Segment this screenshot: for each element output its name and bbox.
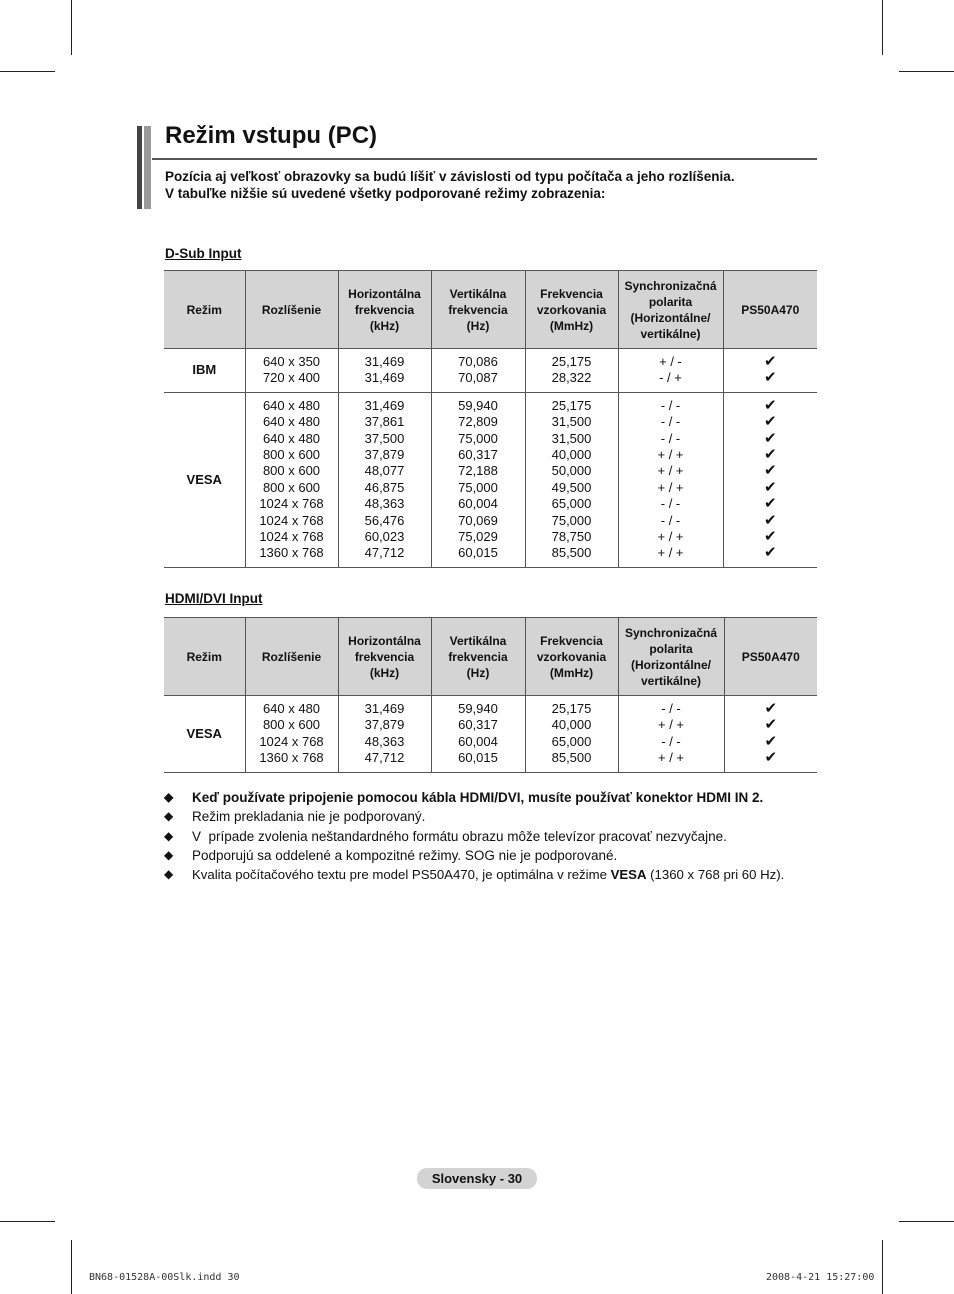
cell-value: 46,875 (364, 479, 405, 495)
check-mark-icon: ✔ (764, 716, 778, 734)
note-item (164, 807, 824, 826)
cell-value: + / + (657, 479, 684, 495)
cell-value: 25,175 (551, 397, 592, 413)
cell-value: 40,000 (551, 717, 592, 733)
cell-value: + / + (657, 463, 684, 479)
check-mark-icon: ✔ (763, 369, 777, 387)
cell-value: 48,363 (364, 496, 405, 512)
cell-value: 1024 x 768 (259, 512, 324, 528)
cell-value: 720 x 400 (262, 370, 321, 386)
diamond-bullet-icon: ◆ (164, 790, 174, 804)
check-mark-icon: ✔ (763, 446, 777, 464)
cell-value: - / - (660, 397, 681, 413)
page-number-badge: Slovensky - 30 (417, 1168, 537, 1189)
notes-list (164, 788, 824, 884)
cell-value: 25,175 (551, 701, 592, 716)
cell-value: 1360 x 768 (259, 750, 324, 766)
cell-value: 1024 x 768 (259, 529, 324, 545)
crop-mark (71, 0, 72, 55)
polarity-cell (618, 349, 723, 393)
cell-value: 31,500 (551, 414, 592, 430)
cell-value: 31,469 (364, 397, 405, 413)
support-cell (723, 392, 817, 567)
cell-value: 640 x 350 (262, 354, 321, 369)
note-text-bold: VESA (610, 867, 647, 883)
cell-value: 640 x 480 (262, 397, 321, 413)
note-item (164, 846, 824, 865)
v-freq-cell (431, 392, 525, 567)
cell-value: 48,077 (364, 463, 405, 479)
column-header: Frekvencia vzorkovania (MmHz) (525, 271, 618, 349)
column-header: PS50A470 (724, 618, 817, 696)
cell-value: 78,750 (551, 529, 592, 545)
cell-value: 37,879 (364, 447, 405, 463)
support-cell (723, 349, 817, 393)
column-header: Vertikálna frekvencia (Hz) (431, 271, 525, 349)
v-freq-cell (431, 349, 525, 393)
table-header-row (164, 271, 817, 349)
cell-value: 40,000 (551, 447, 592, 463)
cell-value: 47,712 (364, 750, 405, 766)
cell-value: 85,500 (551, 750, 592, 766)
mode-cell: IBM (164, 349, 245, 393)
pixel-clock-cell (525, 392, 618, 567)
cell-value: 640 x 480 (262, 701, 321, 716)
crop-mark (882, 1240, 883, 1294)
cell-value: 75,000 (458, 479, 498, 495)
column-header: Režim (164, 271, 245, 349)
check-mark-icon: ✔ (763, 528, 777, 546)
note-text: Režim prekladania nie je podporovaný. (192, 809, 426, 825)
cell-value: 640 x 480 (262, 430, 321, 446)
column-header: PS50A470 (723, 271, 817, 349)
title-accent-bar (137, 126, 142, 209)
pixel-clock-cell (525, 349, 618, 393)
check-mark-icon: ✔ (763, 462, 777, 480)
h-freq-cell (338, 349, 431, 393)
note-text: (1360 x 768 pri 60 Hz). (646, 867, 785, 883)
dsub-mode-table (164, 270, 817, 568)
diamond-bullet-icon: ◆ (164, 809, 174, 824)
cell-value: 72,809 (458, 414, 498, 430)
title-accent-bar (144, 126, 151, 209)
table-row (164, 392, 817, 567)
cell-value: 75,000 (551, 512, 592, 528)
crop-mark (899, 71, 954, 72)
crop-mark (899, 1221, 954, 1222)
cell-value: 49,500 (551, 479, 592, 495)
check-mark-icon: ✔ (763, 353, 777, 370)
column-header: Frekvencia vzorkovania (MmHz) (525, 618, 618, 696)
crop-mark (882, 0, 883, 55)
check-mark-icon: ✔ (764, 749, 778, 767)
cell-value: 60,015 (458, 545, 498, 561)
cell-value: 1024 x 768 (259, 733, 324, 749)
check-mark-icon: ✔ (763, 396, 777, 414)
cell-value: 56,476 (364, 512, 405, 528)
cell-value: - / - (660, 512, 681, 528)
cell-value: 60,004 (458, 496, 498, 512)
hdmi-section-label: HDMI/DVI Input (165, 591, 263, 606)
column-header: Rozlíšenie (245, 618, 338, 696)
cell-value: + / + (657, 717, 685, 733)
dsub-section-label: D-Sub Input (165, 246, 242, 261)
cell-value: 37,500 (364, 430, 405, 446)
cell-value: 72,188 (458, 463, 498, 479)
note-text: V prípade zvolenia neštandardného formátu obrazu môže televízor pracovať nezvyčajne. (192, 828, 727, 844)
cell-value: 60,317 (458, 717, 498, 733)
polarity-cell (618, 392, 723, 567)
intro-line: Pozícia aj veľkosť obrazovky sa budú líšiť v závislosti od typu počítača a jeho rozlíšenia. (165, 169, 735, 184)
cell-value: 59,940 (458, 701, 498, 716)
note-item (164, 827, 824, 846)
cell-value: 65,000 (551, 733, 592, 749)
support-cell (724, 696, 817, 773)
cell-value: 50,000 (551, 463, 592, 479)
cell-value: 800 x 600 (262, 717, 321, 733)
diamond-bullet-icon: ◆ (164, 867, 174, 882)
cell-value: 800 x 600 (262, 479, 321, 495)
table-row (164, 349, 817, 393)
note-text: Keď používate pripojenie pomocou kábla HDMI/DVI, musíte používať konektor HDMI IN 2. (192, 790, 764, 805)
cell-value: 70,069 (458, 512, 498, 528)
cell-value: 75,000 (458, 430, 498, 446)
cell-value: - / - (660, 430, 681, 446)
check-mark-icon: ✔ (763, 413, 777, 431)
cell-value: 800 x 600 (262, 447, 321, 463)
cell-value: 28,322 (551, 370, 592, 386)
h-freq-cell (338, 392, 431, 567)
cell-value: 47,712 (364, 545, 405, 561)
diamond-bullet-icon: ◆ (164, 847, 174, 862)
title-divider (152, 158, 817, 160)
resolution-cell (245, 349, 338, 393)
check-mark-icon: ✔ (763, 478, 777, 496)
check-mark-icon: ✔ (763, 511, 777, 529)
hdmi-mode-table (164, 617, 817, 773)
resolution-cell (245, 696, 338, 773)
cell-value: - / - (660, 414, 681, 430)
cell-value: - / - (660, 496, 681, 512)
check-mark-icon: ✔ (763, 544, 777, 562)
crop-mark (71, 1240, 72, 1294)
cell-value: 70,087 (458, 370, 498, 386)
table-row (164, 696, 817, 773)
cell-value: 60,015 (458, 750, 498, 766)
cell-value: + / + (657, 447, 684, 463)
check-mark-icon: ✔ (764, 700, 778, 717)
cell-value: + / + (657, 529, 684, 545)
pixel-clock-cell (525, 696, 618, 773)
h-freq-cell (338, 696, 431, 773)
column-header: Horizontálna frekvencia (kHz) (338, 271, 431, 349)
cell-value: 48,363 (364, 733, 405, 749)
note-text: Kvalita počítačového textu pre model PS50A470, je optimálna v režime (192, 867, 611, 883)
cell-value: 60,023 (364, 529, 405, 545)
cell-value: 31,500 (551, 430, 592, 446)
crop-mark (0, 71, 55, 72)
resolution-cell (245, 392, 338, 567)
note-text: Podporujú sa oddelené a kompozitné režimy. SOG nie je podporované. (192, 847, 618, 863)
cell-value: 70,086 (458, 354, 498, 369)
column-header: Režim (164, 618, 245, 696)
print-slug-file: BN68-01528A-00Slk.indd 30 (89, 1272, 240, 1283)
table-header-row (164, 618, 817, 696)
column-header: Synchronizačná polarita (Horizontálne/ vertikálne) (618, 618, 724, 696)
polarity-cell (618, 696, 724, 773)
cell-value: 31,469 (364, 370, 405, 386)
page-title: Režim vstupu (PC) (165, 122, 378, 149)
intro-text (165, 168, 735, 202)
cell-value: 37,879 (364, 717, 405, 733)
crop-mark (0, 1221, 55, 1222)
print-slug-date: 2008-4-21 15:27:00 (766, 1272, 875, 1283)
column-header: Rozlíšenie (245, 271, 338, 349)
cell-value: + / + (657, 750, 685, 766)
cell-value: - / - (661, 701, 681, 716)
cell-value: + / + (657, 545, 684, 561)
cell-value: 31,469 (364, 701, 405, 716)
mode-cell: VESA (164, 696, 245, 773)
cell-value: 75,029 (458, 529, 498, 545)
intro-line: V tabuľke nižšie sú uvedené všetky podporované režimy zobrazenia: (165, 186, 606, 201)
cell-value: - / + (659, 370, 682, 386)
cell-value: 25,175 (551, 354, 592, 369)
cell-value: 65,000 (551, 496, 592, 512)
cell-value: 60,317 (458, 447, 498, 463)
cell-value: 1360 x 768 (259, 545, 324, 561)
column-header: Vertikálna frekvencia (Hz) (431, 618, 525, 696)
check-mark-icon: ✔ (763, 429, 777, 447)
cell-value: 59,940 (458, 397, 498, 413)
cell-value: 800 x 600 (262, 463, 321, 479)
check-mark-icon: ✔ (763, 495, 777, 513)
cell-value: 85,500 (551, 545, 592, 561)
cell-value: 640 x 480 (262, 414, 321, 430)
check-mark-icon: ✔ (764, 732, 778, 750)
note-item (164, 865, 824, 884)
cell-value: + / - (659, 354, 682, 369)
cell-value: 31,469 (364, 354, 405, 369)
note-item (164, 788, 824, 807)
diamond-bullet-icon: ◆ (164, 828, 174, 843)
mode-cell: VESA (164, 392, 245, 567)
column-header: Horizontálna frekvencia (kHz) (338, 618, 431, 696)
column-header: Synchronizačná polarita (Horizontálne/ vertikálne) (618, 271, 723, 349)
cell-value: 37,861 (364, 414, 405, 430)
cell-value: - / - (661, 733, 681, 749)
cell-value: 60,004 (458, 733, 498, 749)
cell-value: 1024 x 768 (259, 496, 324, 512)
v-freq-cell (431, 696, 525, 773)
